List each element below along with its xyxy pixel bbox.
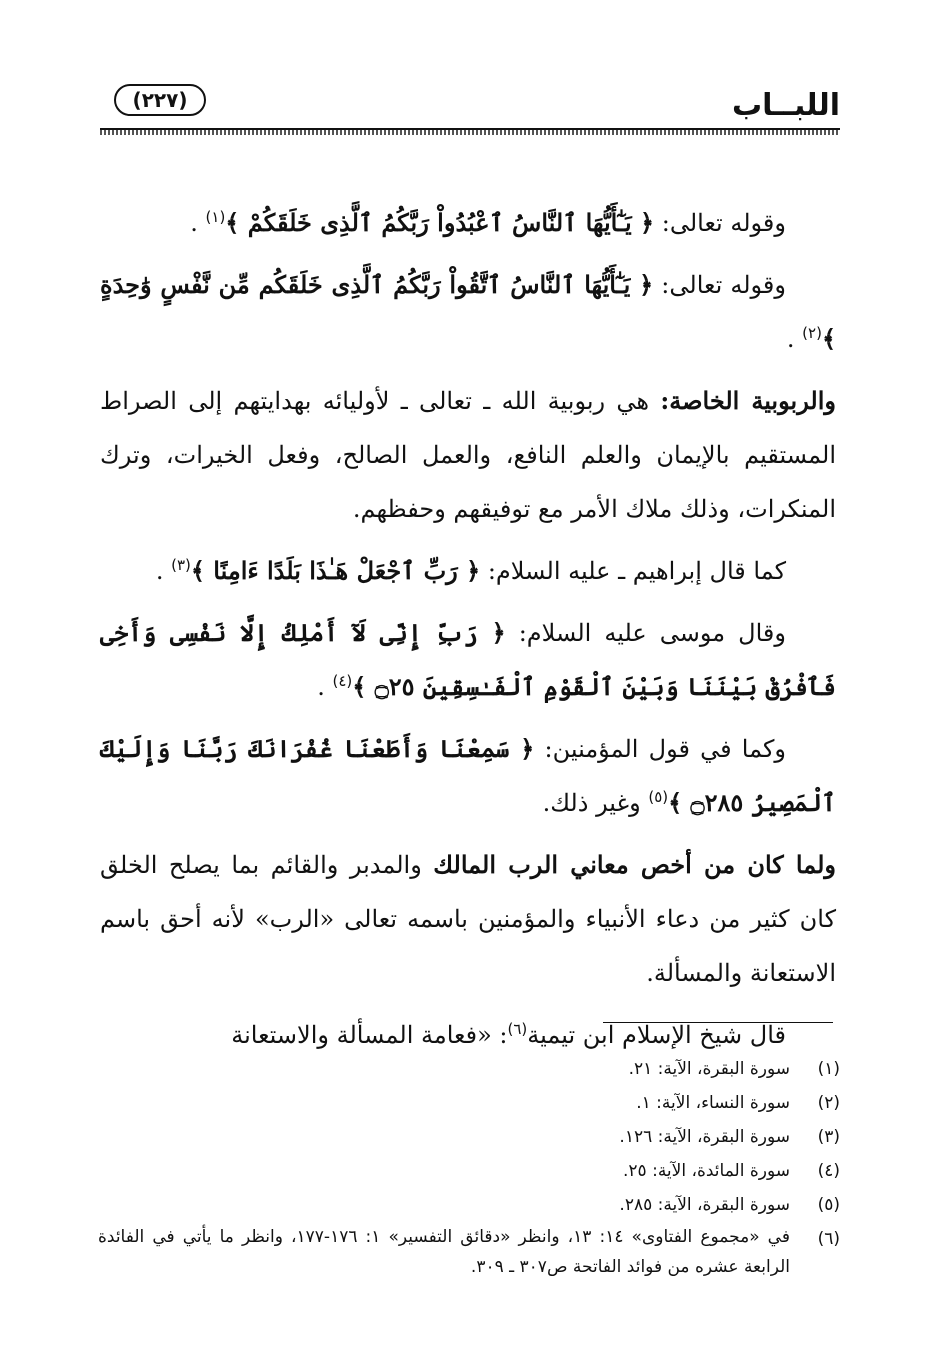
footnote-ref: (٥) (648, 788, 669, 806)
footnote-number: (٣) (817, 1127, 840, 1147)
footnote-number: (٤) (817, 1161, 840, 1181)
footnote-ref: (٢) (802, 324, 822, 342)
footnote-item (98, 1154, 840, 1188)
paragraph-5 (100, 606, 836, 714)
paragraph-text: هي ربوبية الله ـ تعالى ـ لأوليائه بهدايتهم إلى الصراط المستقيم بالإيمان والعلم النافع، والعمل الصالح، وفعل الخيرات، وترك المنكرات، وذلك ملاك الأمر مع توفيقهم وحفظهم. (100, 387, 836, 523)
footnote-text: سورة البقرة، الآية: ١٢٦. (619, 1127, 790, 1147)
paragraph-3 (100, 374, 836, 536)
running-title: اللبــاب (732, 88, 840, 123)
quote-intro: قال شيخ الإسلام ابن تيمية (527, 1021, 786, 1049)
footnote-item (98, 1086, 840, 1120)
footnote-separator (603, 1022, 833, 1023)
paragraph-1 (100, 196, 836, 250)
footnote-ref: (٦) (507, 1020, 528, 1038)
paragraph-7 (100, 838, 836, 1000)
sentence-end: . (155, 557, 164, 585)
quran-verse: ﴿ رَبِّ ٱجْعَلْ هَـٰذَا بَلَدًا ءَامِنًا ﴾ (190, 556, 481, 585)
main-text (100, 196, 836, 1070)
verse-intro: وقال موسى عليه السلام: (518, 619, 786, 647)
sentence-end: . (317, 673, 325, 701)
footnote-text: سورة المائدة، الآية: ٢٥. (623, 1161, 790, 1181)
quran-verse: ﴿ سَمِعْنَا وَأَطَعْنَا غُفْرَانَكَ رَبَّنَا وَإِلَيْكَ ٱلْمَصِيرُ ۝٢٨٥ ﴾ (100, 734, 836, 817)
footnote-item (98, 1052, 840, 1086)
page-number-badge: (٢٢٧) (114, 84, 206, 116)
footnote-number: (١) (817, 1059, 840, 1079)
footnote-text: سورة البقرة، الآية: ٢١. (628, 1059, 790, 1079)
verse-intro: وقوله تعالى: (661, 209, 786, 237)
page-header (100, 78, 840, 126)
sentence-end: . (786, 325, 795, 353)
header-rule (100, 128, 840, 135)
footnote-text: سورة النساء، الآية: ١. (636, 1093, 790, 1113)
paragraph-text: والمدبر والقائم بما يصلح الخلق كان كثير من دعاء الأنبياء والمؤمنين باسمه تعالى «الرب» لأنه أحق باسم الاستعانة والمسألة. (100, 851, 836, 987)
footnote-number: (٦) (817, 1229, 840, 1249)
footnote-item (98, 1120, 840, 1154)
footnote-ref: (٤) (332, 672, 353, 690)
footnote-text: في «مجموع الفتاوى» ١٤: ١٣، وانظر «دقائق التفسير» ١: ١٧٦-١٧٧، وانظر ما يأتي في الفائدة الرابعة عشره من فوائد الفاتحة ص٣٠٧ ـ ٣٠٩. (98, 1227, 790, 1277)
footnote-ref: (٣) (171, 556, 191, 574)
footnotes (98, 1052, 840, 1282)
footnote-number: (٥) (817, 1195, 840, 1215)
verse-intro: وكما في قول المؤمنين: (544, 735, 786, 763)
quran-verse: ﴿ يَـٰٓأَيُّهَا ٱلنَّاسُ ٱتَّقُواْ رَبَّكُمُ ٱلَّذِى خَلَقَكُم مِّن نَّفْسٍ وَٰحِدَةٍ ﴾ (100, 270, 836, 353)
footnote-item (98, 1188, 840, 1222)
footnote-number: (٢) (817, 1093, 840, 1113)
paragraph-2 (100, 258, 836, 366)
quran-verse: ﴿ رَبِّ إِنِّى لَآ أَمْلِكُ إِلَّا نَفْسِى وَأَخِى فَٱفْرُقْ بَيْنَنَا وَبَيْنَ ٱلْقَوْمِ ٱلْفَـٰسِقِينَ ۝٢٥ ﴾ (100, 618, 836, 701)
bold-lead: ولما كان من أخص معاني الرب المالك (433, 850, 836, 879)
verse-intro: وقوله تعالى: (661, 271, 786, 299)
footnote-ref: (١) (205, 208, 226, 226)
paragraph-6 (100, 722, 836, 830)
defined-term: والربوبية الخاصة: (660, 386, 837, 415)
verse-intro: كما قال إبراهيم ـ عليه السلام: (487, 557, 786, 585)
quote-text: : «فعامة المسألة والاستعانة (231, 1021, 508, 1049)
sentence-end: وغير ذلك. (542, 789, 641, 817)
paragraph-4 (100, 544, 836, 598)
footnote-text: سورة البقرة، الآية: ٢٨٥. (619, 1195, 790, 1215)
quran-verse: ﴿ يَـٰٓأَيُّهَا ٱلنَّاسُ ٱعْبُدُواْ رَبَّكُمُ ٱلَّذِى خَلَقَكُمْ ﴾ (225, 208, 655, 237)
footnote-item (98, 1222, 840, 1282)
sentence-end: . (190, 209, 198, 237)
